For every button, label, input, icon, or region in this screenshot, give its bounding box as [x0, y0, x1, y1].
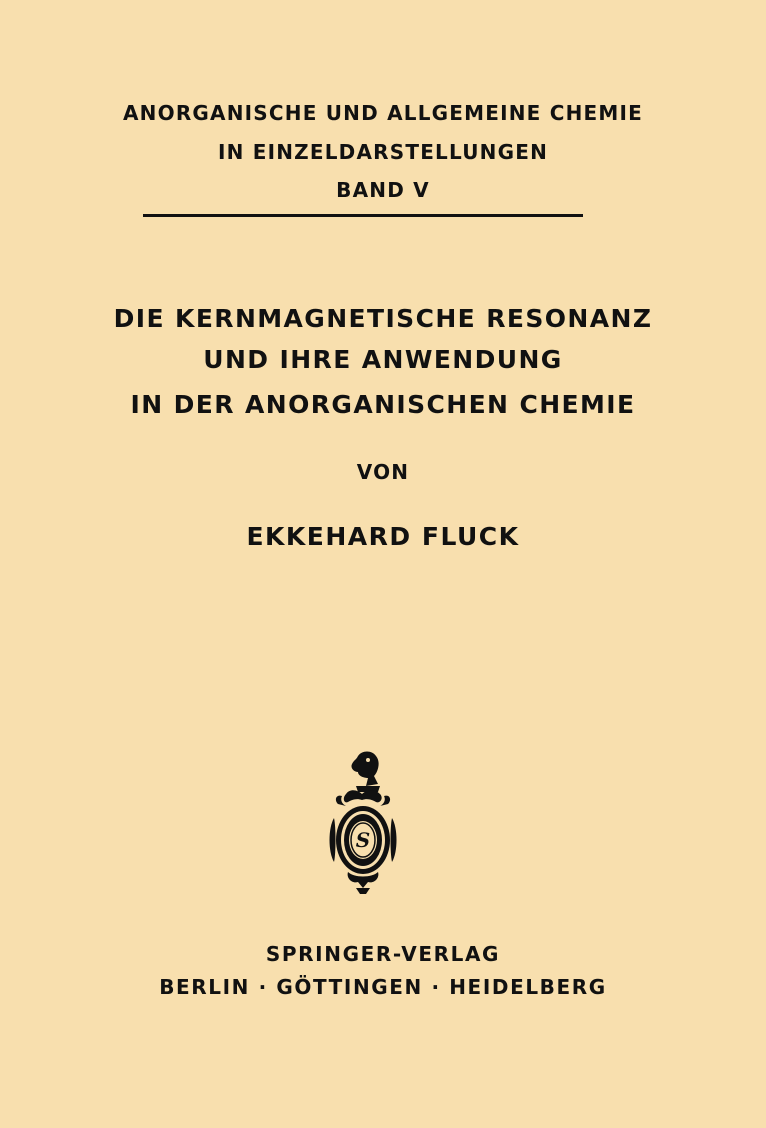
book-title-line-2: UND IHRE ANWENDUNG [203, 345, 563, 374]
volume-number: BAND V [336, 178, 430, 202]
series-title-line-2: IN EINZELDARSTELLUNGEN [217, 140, 549, 164]
publisher-name: SPRINGER-VERLAG [265, 942, 501, 966]
byline-von: VON [356, 460, 410, 484]
springer-knight-emblem-icon [318, 748, 408, 896]
divider-rule [143, 214, 583, 217]
series-title-line-1: ANORGANISCHE UND ALLGEMEINE CHEMIE [123, 101, 643, 125]
author-name: EKKEHARD FLUCK [246, 522, 520, 551]
emblem-monogram: S [355, 828, 371, 852]
publisher-cities: BERLIN · GÖTTINGEN · HEIDELBERG [159, 975, 607, 999]
book-title-line-3: IN DER ANORGANISCHEN CHEMIE [130, 390, 636, 419]
book-title-line-1: DIE KERNMAGNETISCHE RESONANZ [113, 304, 653, 333]
